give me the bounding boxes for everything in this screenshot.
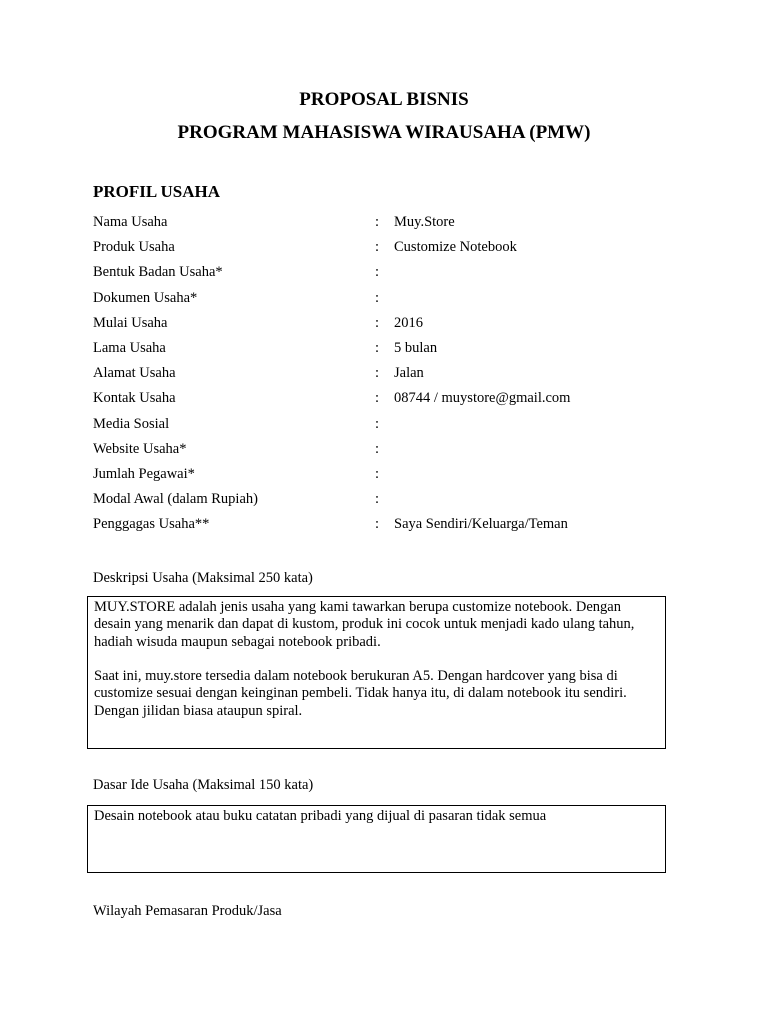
document-title: PROPOSAL BISNIS <box>299 89 469 110</box>
description-paragraph: MUY.STORE adalah jenis usaha yang kami tawarkan berupa customize notebook. Dengan desain yang menarik dan dapat di kustom, produk ini cocok untuk menjadi kado ulang tahun, hadiah wisuda maupun sebagai notebook pribadi. <box>94 599 635 650</box>
profile-label: Website Usaha* <box>93 440 187 457</box>
profile-row-kontak-usaha <box>93 388 673 413</box>
profile-value: 2016 <box>394 314 423 331</box>
profile-label: Media Sosial <box>93 415 170 432</box>
profile-value: 08744 / muystore@gmail.com <box>394 390 571 407</box>
profile-label: Penggagas Usaha** <box>93 516 210 533</box>
profile-value: Saya Sendiri/Keluarga/Teman <box>394 516 568 533</box>
profile-row-media-sosial <box>93 414 673 439</box>
profile-separator: : <box>375 339 380 356</box>
profile-value: 5 bulan <box>394 339 438 356</box>
profile-label: Alamat Usaha <box>93 365 176 382</box>
profile-row-jumlah-pegawai <box>93 464 673 489</box>
idea-label: Dasar Ide Usaha (Maksimal 150 kata) <box>93 777 314 793</box>
profile-label: Lama Usaha <box>93 339 166 356</box>
profile-value: Jalan <box>394 365 424 382</box>
profile-label: Mulai Usaha <box>93 314 168 331</box>
description-box <box>87 596 666 749</box>
profile-row-alamat-usaha <box>93 363 673 388</box>
profile-separator: : <box>375 314 380 331</box>
idea-text: Desain notebook atau buku catatan pribadi yang dijual di pasaran tidak semua <box>94 808 547 824</box>
profile-separator: : <box>375 415 380 432</box>
description-paragraph: Saat ini, muy.store tersedia dalam notebook berukuran A5. Dengan hardcover yang bisa di customize sesuai dengan keinginan pembeli. Tidak hanya itu, di dalam notebook itu sendiri. Dengan jilidan biasa ataupun spiral. <box>94 668 627 719</box>
profile-label: Kontak Usaha <box>93 390 176 407</box>
profile-separator: : <box>375 390 380 407</box>
profile-row-dokumen-usaha <box>93 288 673 313</box>
profile-row-nama-usaha <box>93 212 673 237</box>
profile-label: Modal Awal (dalam Rupiah) <box>93 491 258 508</box>
profile-label: Dokumen Usaha* <box>93 289 198 306</box>
profile-separator: : <box>375 465 380 482</box>
profile-row-bentuk-badan-usaha <box>93 262 673 287</box>
profile-label: Bentuk Badan Usaha* <box>93 264 223 281</box>
idea-box <box>87 805 666 873</box>
profile-separator: : <box>375 440 380 457</box>
profile-separator: : <box>375 516 380 533</box>
profile-label: Nama Usaha <box>93 214 168 230</box>
profile-separator: : <box>375 264 380 281</box>
profile-separator: : <box>375 491 380 508</box>
profile-row-lama-usaha <box>93 338 673 363</box>
profile-value: Muy.Store <box>394 214 455 230</box>
program-title: PROGRAM MAHASISWA WIRAUSAHA (PMW) <box>177 122 591 143</box>
business-profile-list <box>93 212 673 539</box>
profile-value: Customize Notebook <box>394 239 517 256</box>
profile-row-website-usaha <box>93 439 673 464</box>
profile-separator: : <box>375 214 380 230</box>
profile-heading: PROFIL USAHA <box>93 182 221 201</box>
description-label: Deskripsi Usaha (Maksimal 250 kata) <box>93 570 313 586</box>
profile-row-modal-awal <box>93 489 673 514</box>
profile-label: Jumlah Pegawai* <box>93 465 195 482</box>
profile-separator: : <box>375 365 380 382</box>
profile-label: Produk Usaha <box>93 239 175 256</box>
profile-row-mulai-usaha <box>93 313 673 338</box>
profile-row-produk-usaha <box>93 237 673 262</box>
profile-row-penggagas-usaha <box>93 514 673 539</box>
profile-separator: : <box>375 289 380 306</box>
profile-separator: : <box>375 239 380 256</box>
marketing-region-label: Wilayah Pemasaran Produk/Jasa <box>93 903 282 919</box>
